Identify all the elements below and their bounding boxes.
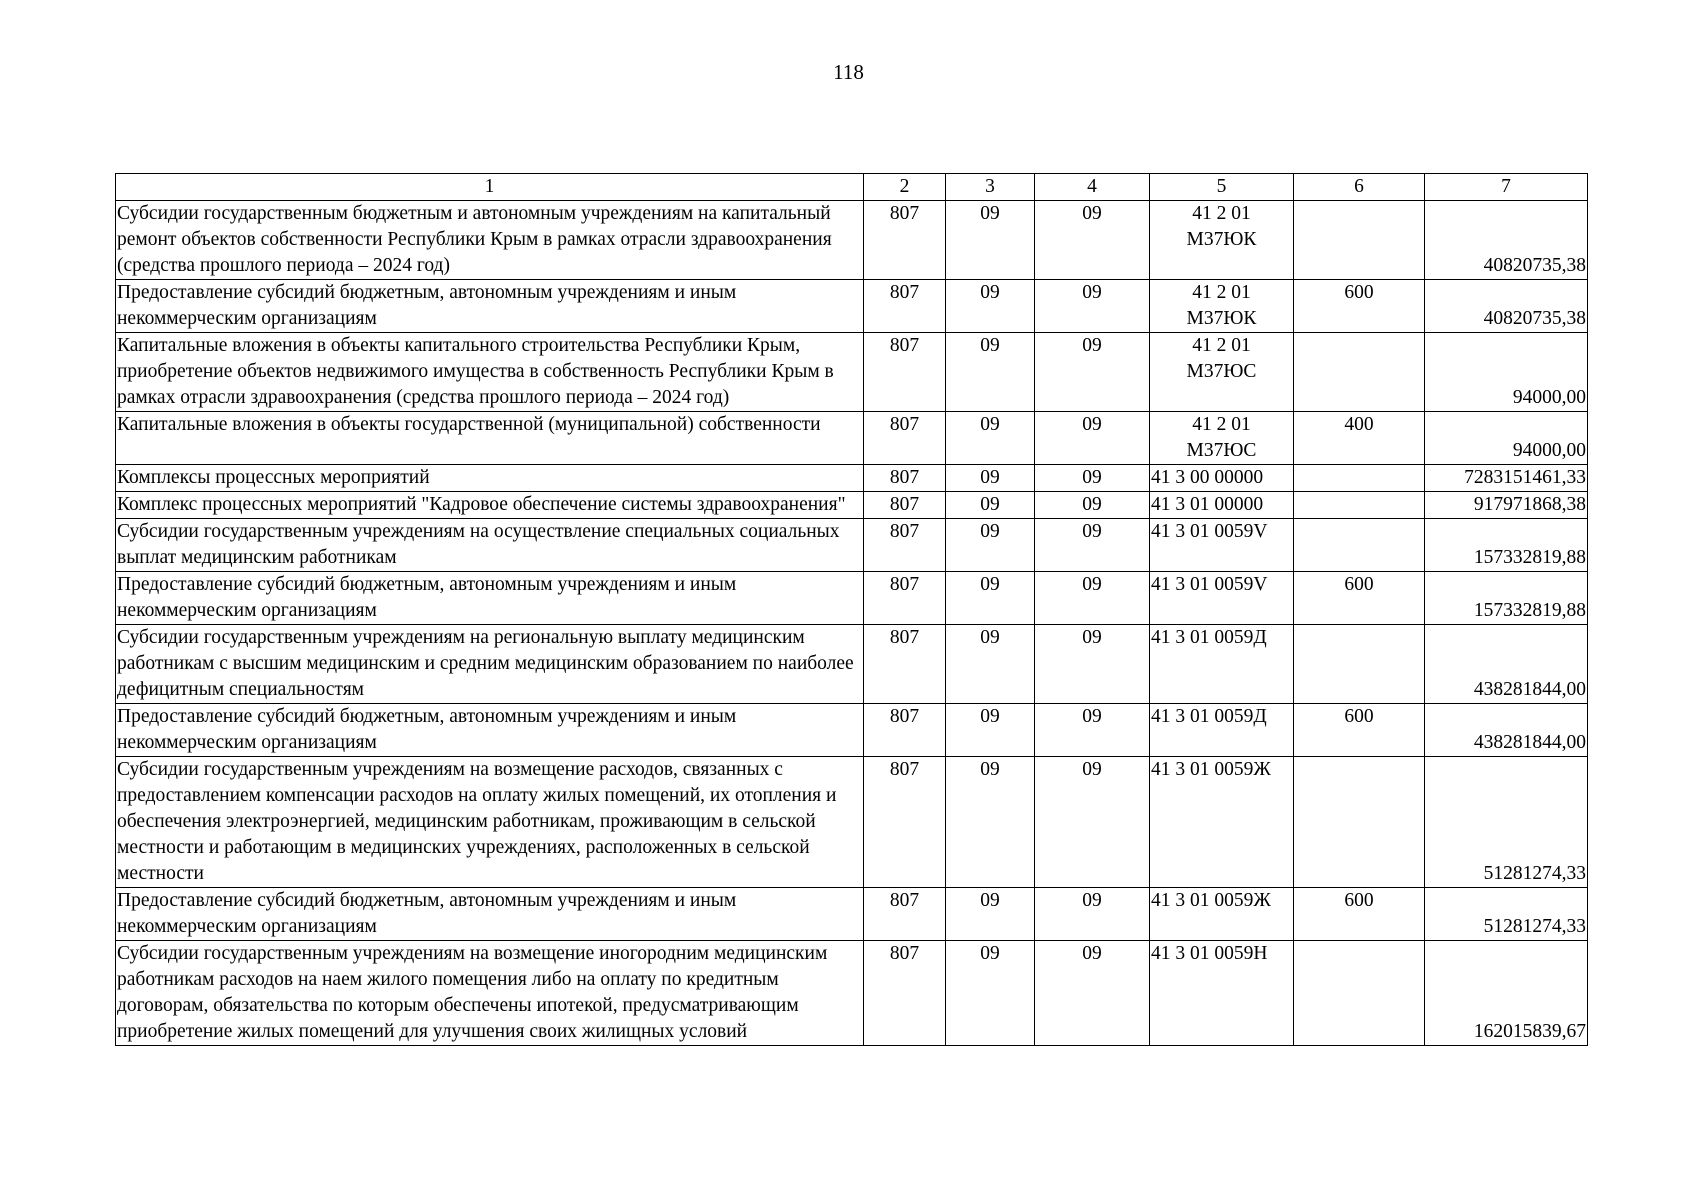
column-header: 7 — [1425, 174, 1588, 201]
amount: 162015839,67 — [1425, 941, 1588, 1046]
ministry-code: 807 — [864, 333, 946, 412]
column-header: 2 — [864, 174, 946, 201]
row-name: Предоставление субсидий бюджетным, автономным учреждениям и иным некоммерческим организациям — [116, 280, 864, 333]
table-row — [116, 888, 1588, 941]
subsection-code: 09 — [1035, 704, 1150, 757]
section-code: 09 — [946, 888, 1035, 941]
table-row — [116, 412, 1588, 465]
expense-type-code: 600 — [1294, 280, 1425, 333]
amount: 7283151461,33 — [1425, 465, 1588, 492]
subsection-code: 09 — [1035, 757, 1150, 888]
ministry-code: 807 — [864, 888, 946, 941]
expense-type-code — [1294, 492, 1425, 519]
expense-type-code — [1294, 757, 1425, 888]
section-code: 09 — [946, 492, 1035, 519]
section-code: 09 — [946, 465, 1035, 492]
section-code: 09 — [946, 941, 1035, 1046]
table-row — [116, 465, 1588, 492]
header-row — [116, 174, 1588, 201]
section-code: 09 — [946, 572, 1035, 625]
subsection-code: 09 — [1035, 280, 1150, 333]
ministry-code: 807 — [864, 941, 946, 1046]
ministry-code: 807 — [864, 572, 946, 625]
table-row — [116, 757, 1588, 888]
table-row — [116, 201, 1588, 280]
row-name: Субсидии государственным бюджетным и автономным учреждениям на капитальный ремонт объектов собственности Республики Крым в рамках отрасли здравоохранения (средства прошлого периода – 2024 год) — [116, 201, 864, 280]
target-code-line: 41 2 01 — [1192, 414, 1251, 435]
column-header: 6 — [1294, 174, 1425, 201]
amount: 94000,00 — [1425, 333, 1588, 412]
target-code: 41 3 01 00000 — [1150, 492, 1294, 519]
section-code: 09 — [946, 757, 1035, 888]
target-code-line: М37ЮК — [1186, 308, 1257, 329]
row-name: Субсидии государственным учреждениям на осуществление специальных социальных выплат медицинским работникам — [116, 519, 864, 572]
row-name: Предоставление субсидий бюджетным, автономным учреждениям и иным некоммерческим организациям — [116, 572, 864, 625]
target-code: 41 3 01 0059Ж — [1150, 757, 1294, 888]
target-code: 41 3 01 0059Д — [1150, 704, 1294, 757]
section-code: 09 — [946, 519, 1035, 572]
target-code-line: М37ЮК — [1186, 229, 1257, 250]
ministry-code: 807 — [864, 519, 946, 572]
target-code-line: 41 2 01 — [1192, 335, 1251, 356]
row-name: Субсидии государственным учреждениям на возмещение расходов, связанных с предоставлением компенсации расходов на оплату жилых помещений, их отопления и обеспечения электроэнергией, медицинским работникам, проживающим в сельской местности и работающим в медицинских учреждениях, расположенных в сельской местности — [116, 757, 864, 888]
expense-type-code — [1294, 465, 1425, 492]
expense-type-code — [1294, 333, 1425, 412]
target-code-line: 41 2 01 — [1192, 282, 1251, 303]
ministry-code: 807 — [864, 757, 946, 888]
ministry-code: 807 — [864, 625, 946, 704]
row-name: Капитальные вложения в объекты капитального строительства Республики Крым, приобретение объектов недвижимого имущества в собственность Республики Крым в рамках отрасли здравоохранения (средства прошлого периода – 2024 год) — [116, 333, 864, 412]
row-name: Субсидии государственным учреждениям на региональную выплату медицинским работникам с высшим медицинским и средним медицинским образованием по наиболее дефицитным специальностям — [116, 625, 864, 704]
row-name: Комплексы процессных мероприятий — [116, 465, 864, 492]
ministry-code: 807 — [864, 492, 946, 519]
expense-type-code — [1294, 519, 1425, 572]
table-row — [116, 492, 1588, 519]
amount: 40820735,38 — [1425, 201, 1588, 280]
row-name: Субсидии государственным учреждениям на возмещение иногородним медицинским работникам расходов на наем жилого помещения либо на оплату по кредитным договорам, обязательства по которым обеспечены ипотекой, предусматривающим приобретение жилых помещений для улучшения своих жилищных условий — [116, 941, 864, 1046]
page-number: 118 — [833, 60, 864, 84]
budget-table — [115, 173, 1588, 1046]
section-code: 09 — [946, 704, 1035, 757]
ministry-code: 807 — [864, 412, 946, 465]
subsection-code: 09 — [1035, 333, 1150, 412]
subsection-code: 09 — [1035, 519, 1150, 572]
amount: 40820735,38 — [1425, 280, 1588, 333]
target-code-line: М37ЮС — [1186, 440, 1257, 461]
section-code: 09 — [946, 333, 1035, 412]
row-name: Капитальные вложения в объекты государственной (муниципальной) собственности — [116, 412, 864, 465]
table-row — [116, 941, 1588, 1046]
target-code — [1150, 333, 1294, 412]
expense-type-code — [1294, 201, 1425, 280]
table-row — [116, 333, 1588, 412]
table-row — [116, 625, 1588, 704]
target-code: 41 3 01 0059V — [1150, 519, 1294, 572]
row-name: Предоставление субсидий бюджетным, автономным учреждениям и иным некоммерческим организациям — [116, 704, 864, 757]
subsection-code: 09 — [1035, 572, 1150, 625]
expense-type-code: 400 — [1294, 412, 1425, 465]
ministry-code: 807 — [864, 280, 946, 333]
expense-type-code — [1294, 941, 1425, 1046]
table-row — [116, 519, 1588, 572]
expense-type-code — [1294, 625, 1425, 704]
ministry-code: 807 — [864, 201, 946, 280]
table-row — [116, 280, 1588, 333]
row-name: Комплекс процессных мероприятий "Кадровое обеспечение системы здравоохранения" — [116, 492, 864, 519]
target-code: 41 3 01 0059Н — [1150, 941, 1294, 1046]
expense-type-code: 600 — [1294, 572, 1425, 625]
target-code-line: 41 2 01 — [1192, 203, 1251, 224]
section-code: 09 — [946, 625, 1035, 704]
amount: 917971868,38 — [1425, 492, 1588, 519]
amount: 438281844,00 — [1425, 704, 1588, 757]
column-header: 1 — [116, 174, 864, 201]
subsection-code: 09 — [1035, 412, 1150, 465]
section-code: 09 — [946, 412, 1035, 465]
target-code-line: М37ЮС — [1186, 361, 1257, 382]
subsection-code: 09 — [1035, 941, 1150, 1046]
subsection-code: 09 — [1035, 492, 1150, 519]
amount: 157332819,88 — [1425, 572, 1588, 625]
row-name: Предоставление субсидий бюджетным, автономным учреждениям и иным некоммерческим организациям — [116, 888, 864, 941]
subsection-code: 09 — [1035, 201, 1150, 280]
subsection-code: 09 — [1035, 465, 1150, 492]
expense-type-code: 600 — [1294, 888, 1425, 941]
target-code: 41 3 00 00000 — [1150, 465, 1294, 492]
amount: 438281844,00 — [1425, 625, 1588, 704]
target-code: 41 3 01 0059Д — [1150, 625, 1294, 704]
expense-type-code: 600 — [1294, 704, 1425, 757]
subsection-code: 09 — [1035, 888, 1150, 941]
target-code — [1150, 201, 1294, 280]
column-header: 3 — [946, 174, 1035, 201]
table-row — [116, 704, 1588, 757]
ministry-code: 807 — [864, 465, 946, 492]
amount: 51281274,33 — [1425, 888, 1588, 941]
amount: 94000,00 — [1425, 412, 1588, 465]
ministry-code: 807 — [864, 704, 946, 757]
subsection-code: 09 — [1035, 625, 1150, 704]
target-code — [1150, 412, 1294, 465]
column-header: 5 — [1150, 174, 1294, 201]
target-code: 41 3 01 0059V — [1150, 572, 1294, 625]
amount: 157332819,88 — [1425, 519, 1588, 572]
target-code: 41 3 01 0059Ж — [1150, 888, 1294, 941]
section-code: 09 — [946, 201, 1035, 280]
target-code — [1150, 280, 1294, 333]
column-header: 4 — [1035, 174, 1150, 201]
section-code: 09 — [946, 280, 1035, 333]
amount: 51281274,33 — [1425, 757, 1588, 888]
table-row — [116, 572, 1588, 625]
